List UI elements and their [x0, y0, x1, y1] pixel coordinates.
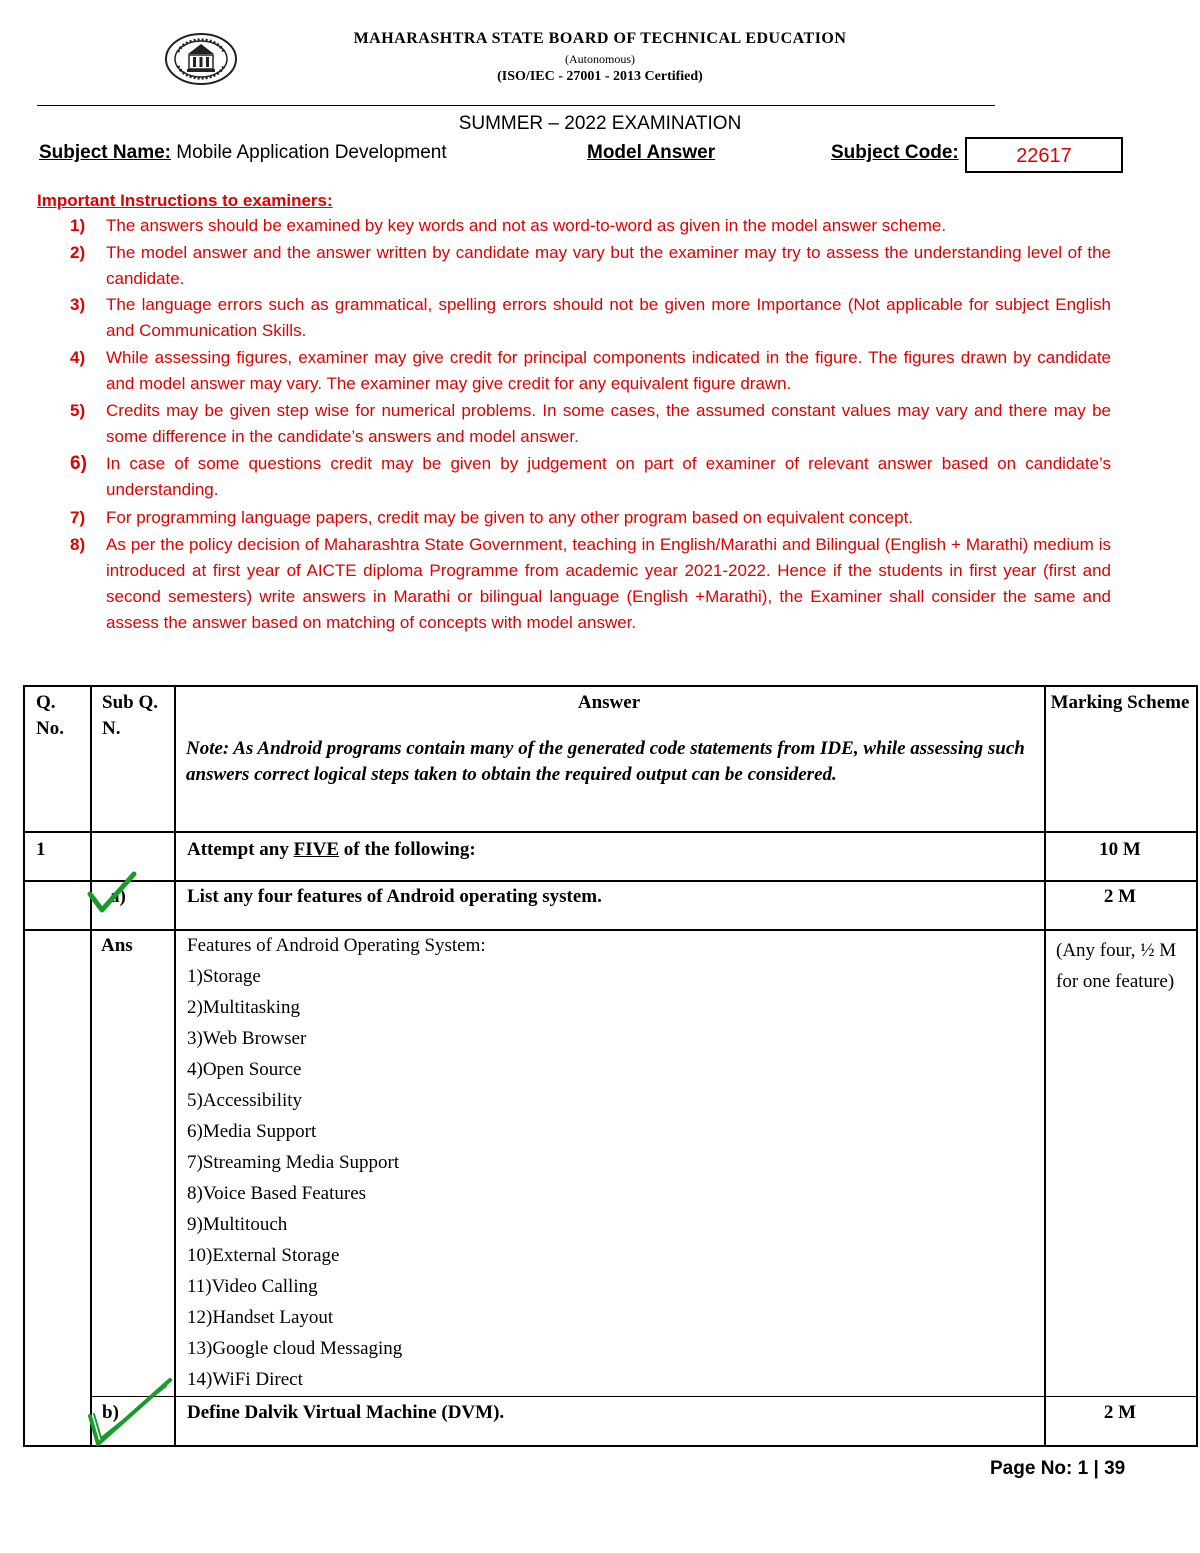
list-item: 5)Accessibility [187, 1090, 303, 1111]
table-border-bottom [23, 1445, 1198, 1447]
subject-name-label: Subject Name: [39, 142, 171, 163]
table-col-divider [1044, 685, 1046, 1447]
header-answer: Answer [577, 692, 641, 713]
sub-question-text: List any four features of Android operating system. [187, 886, 602, 907]
question-number: 1 [36, 839, 46, 860]
list-item: 4)Open Source [187, 1059, 302, 1080]
iso-certification: (ISO/IEC - 27001 - 2013 Certified) [497, 69, 703, 84]
answer-label: Ans [101, 935, 133, 956]
list-item: 1)Storage [187, 966, 261, 987]
answer-marking: (Any four, ½ M for one feature) [1056, 940, 1177, 992]
page-number: Page No: 1 | 39 [990, 1458, 1126, 1479]
list-item: 7)Streaming Media Support [187, 1152, 400, 1173]
table-col-divider [90, 685, 92, 1447]
header-sub-qn: Sub Q. N. [102, 692, 158, 739]
sub-question-label: b) [102, 1402, 119, 1423]
instruction-text: The model answer and the answer written by candidate may vary but the examiner may try to assess the understanding level of the candidate. [106, 243, 1111, 288]
instruction-text: While assessing figures, examiner may give credit for principal components indicated in the figure. The figures drawn by candidate and model answer may vary. The examiner may give credit for any equivalent figure drawn. [106, 348, 1111, 393]
header-marking-scheme: Marking Scheme [1050, 692, 1190, 713]
table-row-divider [90, 1396, 1198, 1397]
answer-note: Note: As Android programs contain many of the generated code statements from IDE, while assessing such answers correct logical steps taken to obtain the required output can be considered. [186, 738, 1025, 785]
list-item: 2)Multitasking [187, 997, 300, 1018]
table-row-divider [23, 929, 1198, 931]
sub-question-text: Define Dalvik Virtual Machine (DVM). [187, 1402, 505, 1423]
instruction-number: 7) [70, 508, 86, 527]
instruction-number: 4) [70, 348, 86, 367]
instruction-text: For programming language papers, credit may be given to any other program based on equivalent concept. [106, 508, 914, 527]
header-q-no: Q. No. [36, 692, 64, 739]
answer-title: Features of Android Operating System: [187, 935, 486, 956]
instruction-text: In case of some questions credit may be given by judgement on part of examiner of relevant answer based on candidate’s understanding. [106, 454, 1111, 499]
list-item: 10)External Storage [187, 1245, 340, 1266]
sub-question-label: a) [110, 886, 126, 907]
table-border-right [1196, 685, 1198, 1447]
sub-question-marks: 2 M [1103, 886, 1137, 907]
table-border-top [23, 685, 1198, 687]
instruction-number: 3) [70, 295, 86, 314]
table-border-left [23, 685, 25, 1447]
instruction-text: Credits may be given step wise for numerical problems. In some cases, the assumed constant values may vary and there may be some difference in the candidate’s answers and model answer. [106, 401, 1111, 446]
instruction-text: The answers should be examined by key words and not as word-to-word as given in the model answer scheme. [106, 216, 947, 235]
list-item: 8)Voice Based Features [187, 1183, 367, 1204]
green-checkmark-icon [86, 870, 138, 914]
table-row-divider [23, 831, 1198, 833]
table-col-divider [174, 685, 176, 1447]
question-marks: 10 M [1099, 839, 1141, 860]
list-item: 14)WiFi Direct [187, 1369, 303, 1390]
sub-question-marks: 2 M [1103, 1402, 1137, 1423]
instruction-number: 5) [70, 401, 86, 420]
list-item: 9)Multitouch [187, 1214, 288, 1235]
instruction-number: 6) [70, 453, 87, 474]
attempt-prefix: Attempt any [187, 839, 294, 860]
model-answer-label: Model Answer [587, 142, 716, 163]
list-item: 3)Web Browser [187, 1028, 307, 1049]
instruction-text: As per the policy decision of Maharashtra State Government, teaching in English/Marathi and Bilingual (English + Marathi) medium is introduced at first year of AICTE diploma Programme from academic year 2021-2022. Hence if the students in first year (first and second semesters) write answers in Marathi or bilingual language (English +Marathi), the Examiner shall consider the same and assess the answer based on matching of concepts with model answer. [106, 535, 1111, 632]
subject-code-label: Subject Code: [831, 142, 959, 163]
instructions-title: Important Instructions to examiners: [37, 191, 333, 210]
table-row-divider [23, 880, 1198, 882]
board-name: MAHARASHTRA STATE BOARD OF TECHNICAL EDUCATION [353, 30, 847, 47]
list-item: 12)Handset Layout [187, 1307, 334, 1328]
instruction-number: 1) [70, 216, 86, 235]
list-item: 6)Media Support [187, 1121, 317, 1142]
subject-name: Mobile Application Development [176, 142, 447, 163]
exam-title: SUMMER – 2022 EXAMINATION [458, 113, 742, 134]
header-divider [37, 105, 995, 106]
green-checkmark-icon [84, 1372, 176, 1450]
instruction-text: The language errors such as grammatical, spelling errors should not be given more Importance (Not applicable for subject English and Communication Skills. [106, 295, 1111, 340]
attempt-suffix: of the following: [339, 839, 476, 860]
feature-list [187, 961, 1027, 1395]
list-item: 11)Video Calling [187, 1276, 318, 1297]
subject-name-row [39, 142, 447, 164]
instruction-number: 8) [70, 535, 86, 554]
question-instruction [187, 839, 476, 861]
subject-code-box: 22617 [965, 137, 1123, 173]
list-item: 13)Google cloud Messaging [187, 1338, 403, 1359]
attempt-count: FIVE [293, 839, 340, 860]
autonomous-label: (Autonomous) [565, 52, 635, 66]
instruction-number: 2) [70, 243, 86, 262]
